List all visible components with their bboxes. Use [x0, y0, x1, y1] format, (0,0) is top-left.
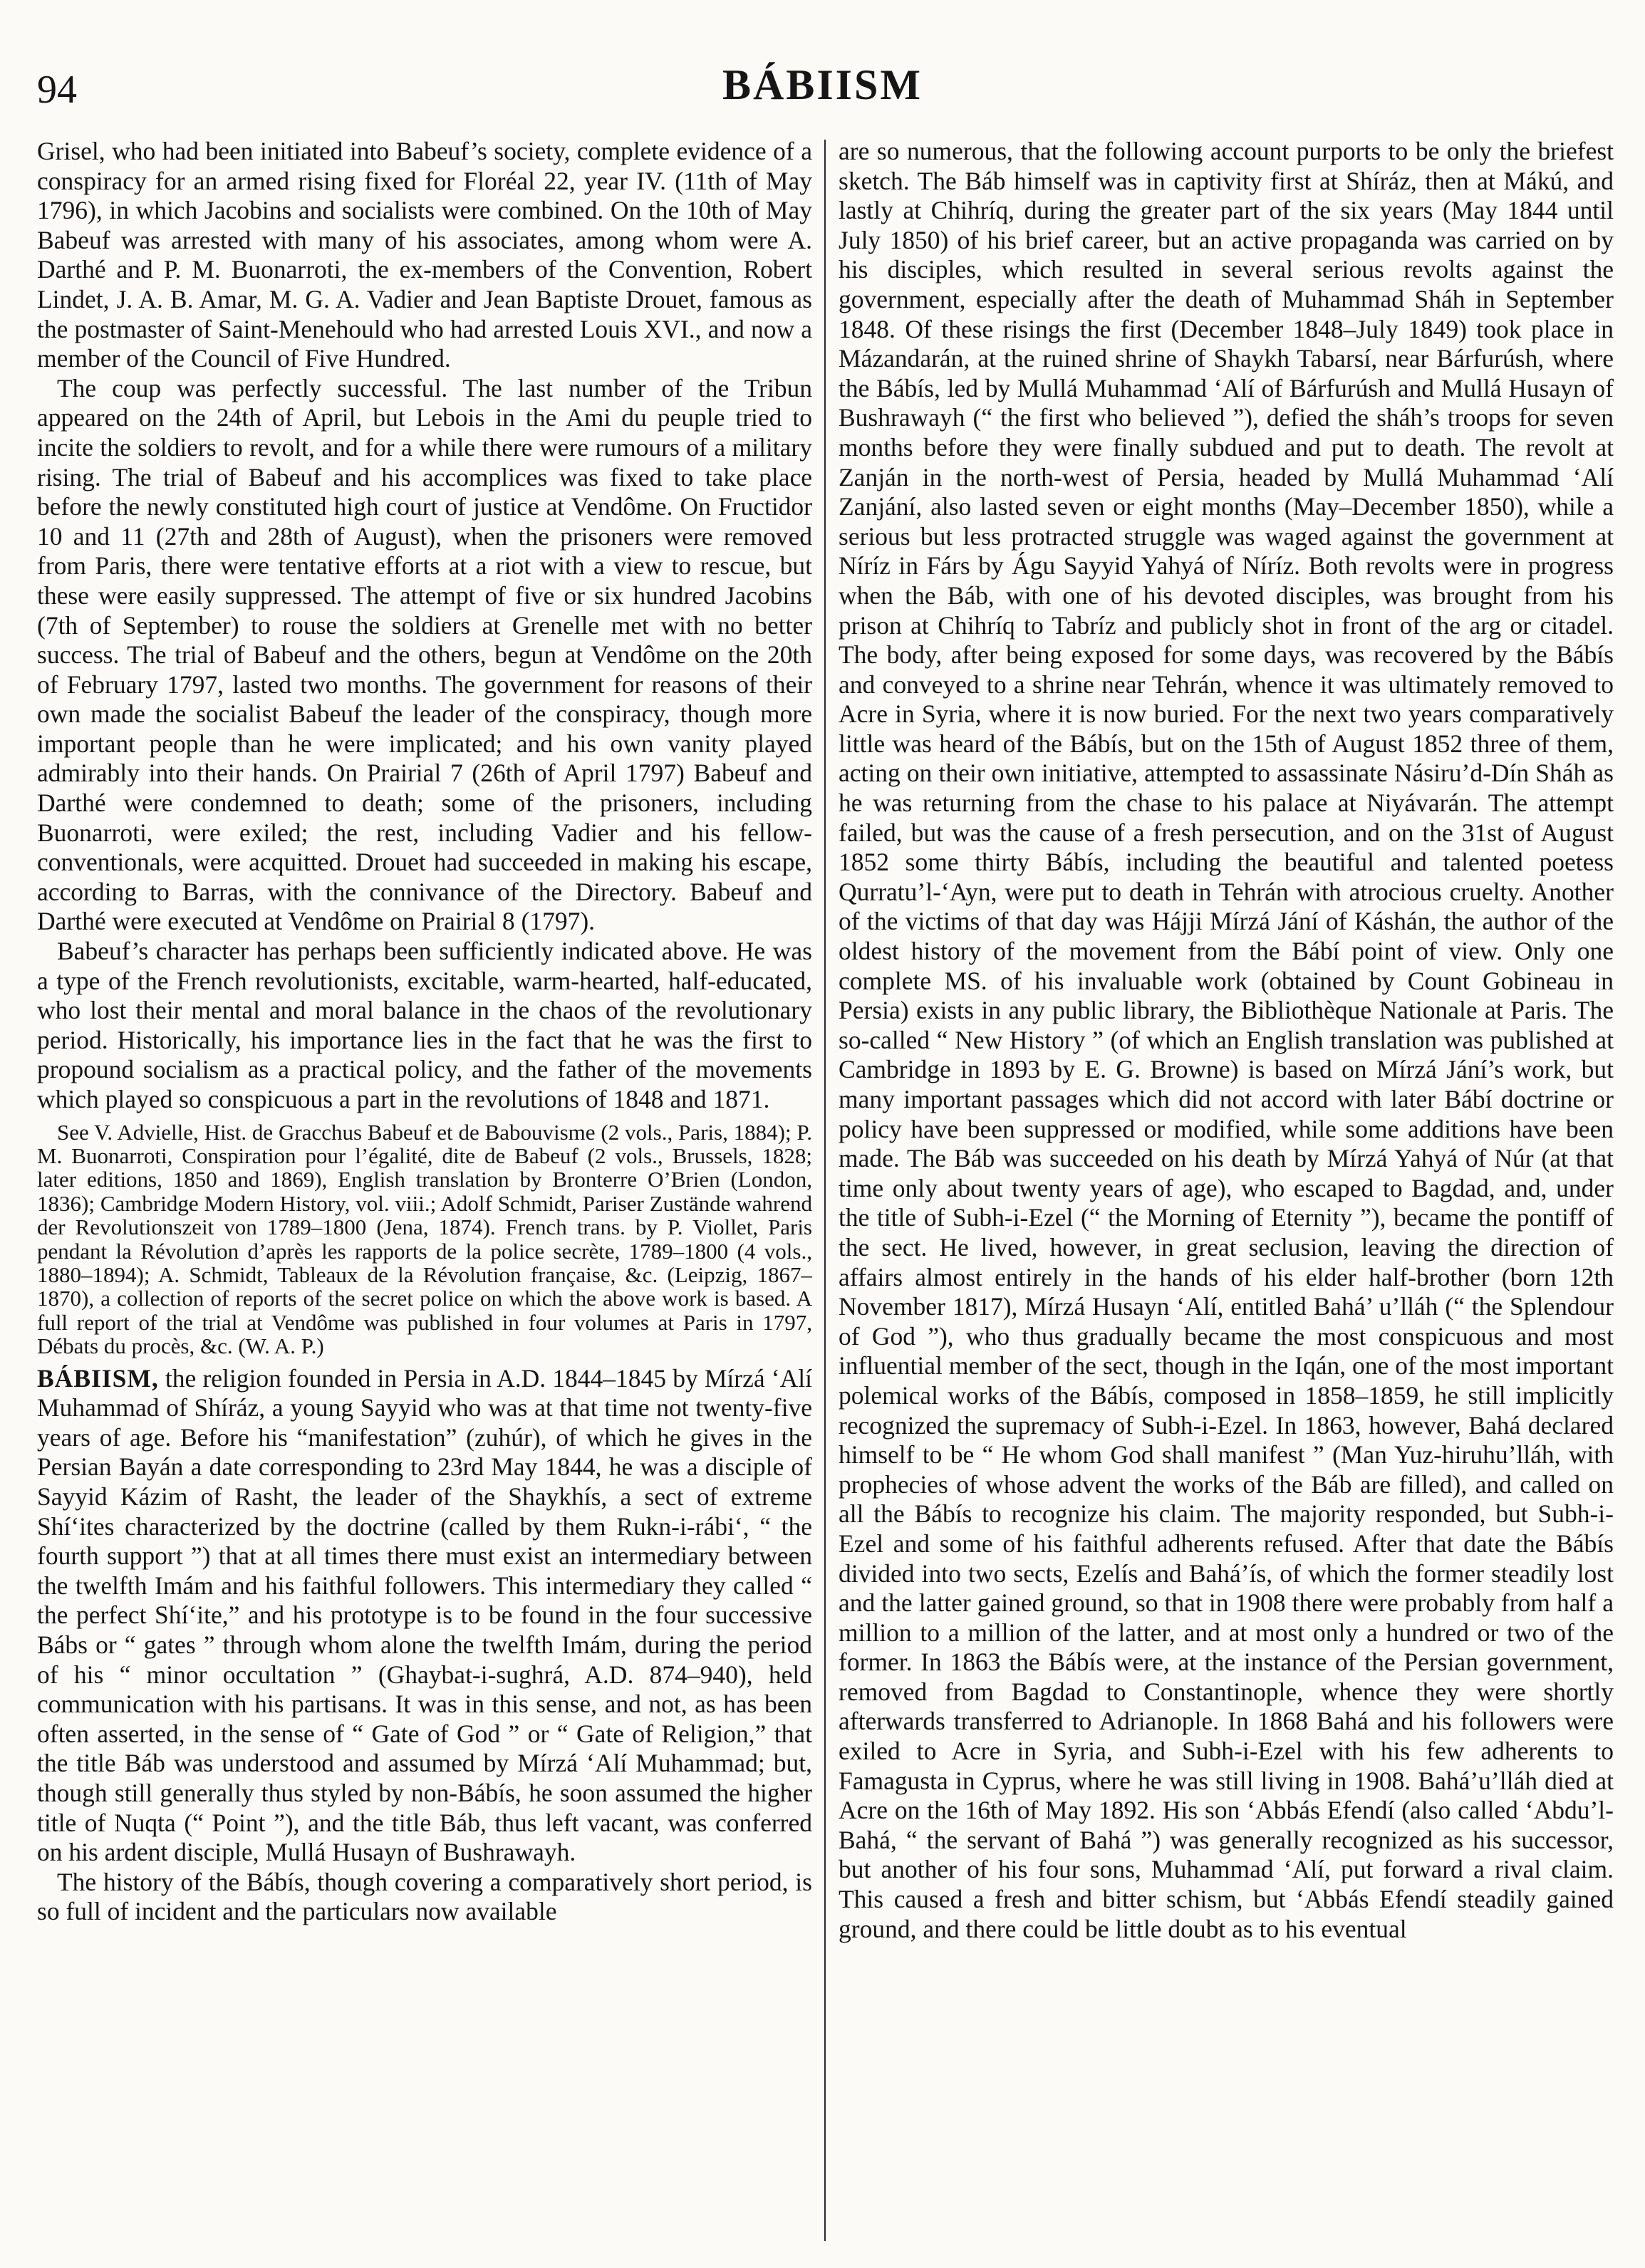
babiism-intro-paragraph — [37, 1364, 812, 1868]
babeuf-character-paragraph: Babeuf’s character has perhaps been sufficiently indicated above. He was a type of the French revolutionists, excitable, warm-hearted, half-educated, who lost their mental and moral balance in the chaos of the revolutionary period. Historically, his importance lies in the fact that he was the first to propound socialism as a practical policy, and the father of the movements which played so conspicuous a part in the revolutions of 1848 and 1871. — [37, 937, 812, 1113]
babeuf-bibliography: See V. Advielle, Hist. de Gracchus Babeuf et de Babouvisme (2 vols., Paris, 1884); P. M. Buonarroti, Conspiration pour l’égalité, dite de Babeuf (2 vols., Brussels, 1828; later editions, 1850 and 1869), English translation by Bronterre O’Brien (London, 1836); Cambridge Modern History, vol. viii.; Adolf Schmidt, Pariser Zustände wahrend der Revolutionszeit von 1789–1800 (Jena, 1874). French trans. by P. Viollet, Paris pendant la Révolution d’après les rapports de la police secrète, 1789–1800 (4 vols., 1880–1894); A. Schmidt, Tableaux de la Révolution française, &c. (Leipzig, 1867–1870), a collection of reports of the secret police on which the above work is based. A full report of the trial at Vendôme was published in four volumes at Paris in 1797, Débats du procès, &c. (W. A. P.) — [37, 1119, 812, 1359]
page-number: 94 — [37, 68, 77, 112]
babeuf-trial-paragraph: The coup was perfectly successful. The last number of the Tribun appeared on the 24th of April, but Lebois in the Ami du peuple tried to incite the soldiers to revolt, and for a while there were rumours of a military rising. The trial of Babeuf and his accomplices was fixed to take place before the newly constituted high court of justice at Vendôme. On Fructidor 10 and 11 (27th and 28th of August), when the prisoners were removed from Paris, there were tentative efforts at a riot with a view to rescue, but these were easily suppressed. The attempt of five or six hundred Jacobins (7th of September) to rouse the soldiers at Grenelle met with no better success. The trial of Babeuf and the others, begun at Vendôme on the 20th of February 1797, lasted two months. The government for reasons of their own made the socialist Babeuf the leader of the conspiracy, though more important people than he were implicated; and his own vanity played admirably into their hands. On Prairial 7 (26th of April 1797) Babeuf and Darthé were condemned to death; some of the prisoners, including Buonarroti, were exiled; the rest, including Vadier and his fellow-conventionals, were acquitted. Drouet had succeeded in making his escape, according to Barras, with the connivance of the Directory. Babeuf and Darthé were executed at Vendôme on Prairial 8 (1797). — [37, 373, 812, 936]
babi-history-paragraph-continued: are so numerous, that the following account purports to be only the briefest sketch. The Báb himself was in captivity first at Shíráz, then at Mákú, and lastly at Chihríq, during the greater part of the six years (May 1844 until July 1850) of his brief career, but an active propaganda was carried on by his disciples, which resulted in several serious revolts against the government, especially after the death of Muhammad Sháh in September 1848. Of these risings the first (December 1848–July 1849) took place in Mázandarán, at the ruined shrine of Shaykh Tabarsí, near Bárfurúsh, where the Bábís, led by Mullá Muhammad ‘Alí of Bárfurúsh and Mullá Husayn of Bushrawayh (“ the first who believed ”), defied the sháh’s troops for seven months before they were finally subdued and put to death. The revolt at Zanján in the north-west of Persia, headed by Mullá Muhammad ‘Alí Zanjání, also lasted seven or eight months (May–December 1850), while a serious but less protracted struggle was waged against the government at Níríz in Fárs by Águ Sayyid Yahyá of Níríz. Both revolts were in progress when the Báb, with one of his devoted disciples, was brought from his prison at Chihríq to Tabríz and publicly shot in front of the arg or citadel. The body, after being exposed for some days, was recovered by the Bábís and conveyed to a shrine near Tehrán, whence it was ultimately removed to Acre in Syria, where it is now buried. For the next two years comparatively little was heard of the Bábís, but on the 15th of August 1852 three of them, acting on their own initiative, attempted to assassinate Násiru’d-Dín Sháh as he was returning from the chase to his palace at Niyávarán. The attempt failed, but was the cause of a fresh persecution, and on the 31st of August 1852 some thirty Bábís, including the beautiful and talented poetess Qurratu’l-‘Ayn, were put to death in Tehrán with atrocious cruelty. Another of the victims of that day was Hájji Mírzá Jání of Káshán, the author of the oldest history of the movement from the Bábí point of view. Only one complete MS. of his invaluable work (obtained by Count Gobineau in Persia) exists in any public library, the Bibliothèque Nationale at Paris. The so-called “ New History ” (of which an English translation was published at Cambridge in 1893 by E. G. Browne) is based on Mírzá Jání’s work, but many important passages which did not accord with later Bábí doctrine or policy have been suppressed or modified, while some additions have been made. The Báb was succeeded on his death by Mírzá Yahyá of Núr (at that time only about twenty years of age), who escaped to Bagdad, and, under the title of Subh-i-Ezel (“ the Morning of Eternity ”), became the pontiff of the sect. He lived, however, in great seclusion, leaving the direction of affairs almost entirely in the hands of his elder half-brother (born 12th November 1817), Mírzá Husayn ‘Alí, entitled Bahá’ u’lláh (“ the Splendour of God ”), who thus gradually became the most conspicuous and most influential member of the sect, though in the Iqán, one of the most important polemical works of the Bábís, composed in 1858–1859, he still implicitly recognized the supremacy of Subh-i-Ezel. In 1863, however, Bahá declared himself to be “ He whom God shall manifest ” (Man Yuz-hiruhu’lláh, with prophecies of whose advent the works of the Báb are filled), and called on all the Bábís to recognize his claim. The majority responded, but Subh-i-Ezel and some of his faithful adherents refused. After that date the Bábís divided into two sects, Ezelís and Bahá’ís, of which the former steadily lost and the latter gained ground, so that in 1908 there were probably from half a million to a million of the latter, and at most only a hundred or two of the former. In 1863 the Bábís were, at the instance of the Persian government, removed from Bagdad to Constantinople, whence they were shortly afterwards transferred to Adrianople. In 1868 Bahá and his followers were exiled to Acre in Syria, and Subh-i-Ezel with his few adherents to Famagusta in Cyprus, where he was still living in 1908. Bahá’u’lláh died at Acre on the 16th of May 1892. His son ‘Abbás Efendí (also called ‘Abdu’l-Bahá, “ the servant of Bahá ”) was generally recognized as his successor, but another of his four sons, Muhammad ‘Alí, put forward a rival claim. This caused a fresh and bitter schism, but ‘Abbás Efendí steadily gained ground, and there could be little doubt as to his eventual — [839, 137, 1614, 1943]
entry-heading-babiism: BÁBIISM, — [37, 1363, 159, 1393]
babiism-intro-text: the religion founded in Persia in A.D. 1844–1845 by Mírzá ‘Alí Muhammad of Shíráz, a young Sayyid who was at that time not twenty-five years of age. Before his “manifestation” (zuhúr), of which he gives in the Persian Bayán a date corresponding to 23rd May 1844, he was a disciple of Sayyid Kázim of Rasht, the leader of the Shaykhís, a sect of extreme Shí‘ites characterized by the doctrine (called by them Rukn-i-rábi‘, “ the fourth support ”) that at all times there must exist an intermediary between the twelfth Imám and his faithful followers. This intermediary they called “ the perfect Shí‘ite,” and his prototype is to be found in the four successive Bábs or “ gates ” through whom alone the twelfth Imám, during the period of his “ minor occultation ” (Ghaybat-i-sughrá, A.D. 874–940), held communication with his partisans. It was in this sense, and not, as has been often asserted, in the sense of “ Gate of God ” or “ Gate of Religion,” that the title Báb was understood and assumed by Mírzá ‘Alí Muhammad; but, though still generally thus styled by non-Bábís, he soon assumed the higher title of Nuqta (“ Point ”), and the title Báb, thus left vacant, was conferred on his ardent disciple, Mullá Husayn of Bushrawayh. — [37, 1363, 812, 1867]
babeuf-conspiracy-paragraph: Grisel, who had been initiated into Babeuf’s society, complete evidence of a conspiracy for an armed rising fixed for Floréal 22, year IV. (11th of May 1796), in which Jacobins and socialists were combined. On the 10th of May Babeuf was arrested with many of his associates, among whom were A. Darthé and P. M. Buonarroti, the ex-members of the Convention, Robert Lindet, J. A. B. Amar, M. G. A. Vadier and Jean Baptiste Drouet, famous as the postmaster of Saint-Menehould who had arrested Louis XVI., and now a member of the Council of Five Hundred. — [37, 137, 812, 373]
right-column — [839, 137, 1614, 2247]
column-divider — [824, 140, 826, 2241]
running-title: BÁBIISM — [722, 61, 923, 108]
babi-history-paragraph-start: The history of the Bábís, though covering a comparatively short period, is so full of incident and the particulars now available — [37, 1867, 812, 1926]
left-column — [37, 137, 812, 2247]
